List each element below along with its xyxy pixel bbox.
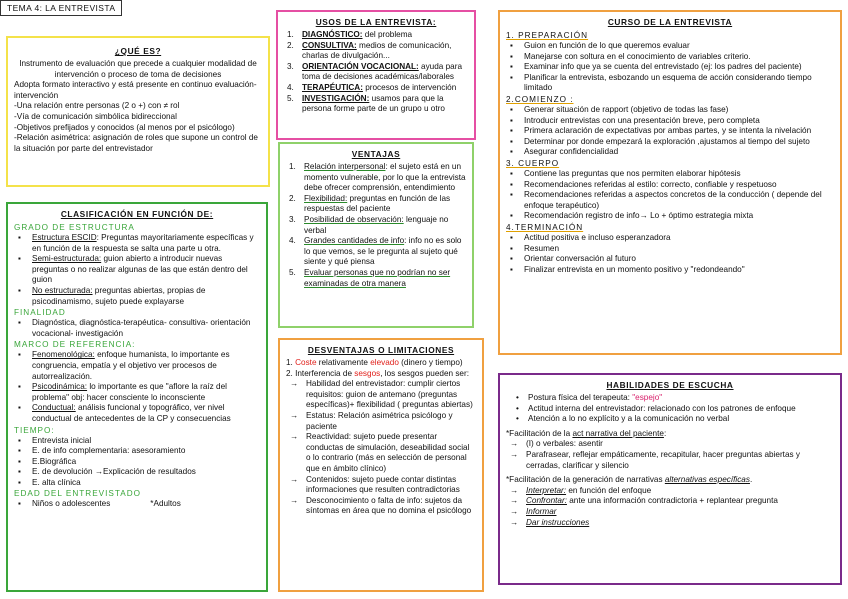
tiempo-list [14,436,260,489]
list-item: ▪ Examinar info que ya se cuenta del entrevistado (ej: los padres del paciente) [506,62,834,73]
list-item: • Atención a lo no explícito y a la comunicación no verbal [506,414,834,425]
section-heading: TIEMPO: [14,425,55,435]
que-es-title: ¿QUÉ ES? [114,46,162,56]
list-item: ▪ Diagnóstica, diagnóstica-terapéutica- consultiva- orientación vocacional- investigación [14,318,260,339]
list-item: 3. ORIENTACIÓN VOCACIONAL: ayuda para toma de decisiones académicas/laborales [287,61,462,82]
list-item: • Postura física del terapeuta: "espejo" [506,393,834,404]
list-item: → Desconocimiento o falta de info: sujetos da síntomas en área que no domina el psicólogo [286,496,476,517]
list-item: ▪ Resumen [506,244,834,255]
list-item: → Informar [506,507,834,518]
list-item: → Habilidad del entrevistador: cumplir ciertos requisitos: guion de antemano (preguntas específicas)+ flexibilidad ( preguntas abiertas) [286,379,476,411]
list-item: → Dar instrucciones [506,518,834,529]
que-es-box [6,36,270,187]
list-item: ▪ Niños o adolescentes *Adultos [14,499,260,510]
clasificacion-box [6,202,268,592]
section-heading: 4.TERMINACIÓN [506,222,584,232]
list-item: 5. INVESTIGACIÓN: usamos para que la persona forme parte de un grupo u otro [287,93,445,114]
list-item: ▪ Primera aclaración de expectativas por ambas partes, y se intenta la nivelación [506,126,834,137]
section-heading: FINALIDAD [14,308,66,318]
list-item: ▪ Asegurar confidencialidad [506,147,834,158]
list-item: 1. Relación interpersonal: el sujeto está en un momento vulnerable, por lo que la entrevista debe ofrecer comprensión, entendimiento [289,162,466,193]
ventajas-list [286,162,466,289]
que-es-line: -Una relación entre personas (2 o +) con ≠ rol [14,101,180,111]
list-item: ▪ Orientar conversación al futuro [506,254,834,265]
section-heading: 3. CUERPO [506,158,560,168]
list-item: ▪ No estructurada: preguntas abiertas, propias de psicodinamismo, sujeto puede explayarse [14,286,260,307]
facilitacion-narrativa: *Facilitación de la act narrativa del paciente: [506,428,667,438]
topic-tag: TEMA 4: LA ENTREVISTA [0,0,122,16]
list-item: ▪ E. alta clínica [14,478,260,489]
list-item: 2. Flexibilidad: preguntas en función de las respuestas del paciente [289,193,451,214]
list-item: 4. Grandes cantidades de info: info no es solo lo que vemos, se le pregunta al sujeto qué siente y qué piensa [289,236,462,267]
terminacion-list [506,233,834,275]
preparacion-list [506,41,834,94]
list-item: ▪ Finalizar entrevista en un momento positivo y "redondeando" [506,265,834,276]
que-es-line: Adopta formato interactivo y está presente en continuo evaluación-intervención [14,80,257,100]
desventaja-coste: 1. Coste relativamente elevado (dinero y tiempo) [286,358,463,367]
list-item: ▪ Semi-estructurada: guion abierto a introducir nuevas preguntas o no realizar algunas de las que están dentro del guion [14,254,260,286]
que-es-line: -Vía de comunicación simbólica bidireccional [14,111,177,121]
list-item: 5. Evaluar personas que no podrían no ser examinadas de otra manera [289,267,451,288]
list-item: ▪ Estructura ESCID: Preguntas mayoritariamente específicas y en función de la respuesta se salta una parte u otra. [14,233,260,254]
section-heading: EDAD DEL ENTREVISTADO [14,489,142,499]
section-heading: GRADO DE ESTRUCTURA [14,223,135,232]
clasificacion-title: CLASIFICACIÓN EN FUNCIÓN DE: [60,209,214,219]
grado-list [14,233,260,307]
list-item: → Interpretar: en función del enfoque [506,486,834,497]
sesgos-list [286,379,476,517]
list-item: ▪ Generar situación de rapport (objetivo de todas las fase) [506,105,834,116]
section-heading: 2.COMIENZO : [506,94,574,104]
list-item: → Confrontar: ante una información contradictoria + replantear pregunta [506,496,834,507]
list-item: ▪ Guion en función de lo que queremos evaluar [506,41,834,52]
desventajas-title: DESVENTAJAS O LIMITACIONES [307,345,455,355]
que-es-line: -Relación asimétrica: asignación de roles que supone un control de la situación por parte del entrevistador [14,133,258,153]
section-heading: 1. PREPARACIÓN [506,31,589,40]
list-item: ▪ Entrevista inicial [14,436,260,447]
list-item: 3. Posibilidad de observación: lenguaje no verbal [289,214,449,235]
marco-list [14,350,260,424]
list-item: ▪ Psicodinámica: lo importante es que "aflore la raíz del problema" obj: hacer consciente lo inconsciente [14,382,260,403]
list-item: → (I) o verbales: asentir [506,439,834,450]
que-es-line: -Objetivos prefijados y conocidos (al menos por el psicólogo) [14,122,235,132]
habilidades-box [498,373,842,585]
list-item: ▪ Recomendaciones referidas a aspectos concretos de la conducción ( depende del enfoque terapéutico) [506,190,834,211]
section-heading: MARCO DE REFERENCIA: [14,340,136,350]
list-item: ▪ Fenomenológica: enfoque humanista, lo importante es congruencia, empatía y el objetivo ver procesos de autorrealización. [14,350,260,382]
list-item: → Reactividad: sujeto puede presentar conductas de simulación, deseabilidad social o lo contrario (más en selección de personal que en ámbito clínico) [286,432,476,474]
que-es-definition: Instrumento de evaluación que precede a cualquier modalidad de intervención o proceso de toma de decisiones [19,59,257,79]
list-item: 1. DIAGNÓSTICO: del problema [287,30,413,39]
curso-box [498,10,842,355]
habilidades-list [506,393,834,425]
curso-title: CURSO DE LA ENTREVISTA [607,17,733,27]
usos-box [276,10,476,140]
facilitacion-alternativas: *Facilitación de la generación de narrativas alternativas específicas. [506,475,753,485]
list-item: ▪ E. de devolución →Explicación de resultados [14,467,260,478]
facilitacion-narrativa-list [506,439,834,471]
list-item: ▪ Actitud positiva e incluso esperanzadora [506,233,834,244]
list-item: ▪ Conductual: análisis funcional y topográfico, ver nivel conductual de antecedentes de la CP y consecuencias [14,403,260,424]
list-item: ▪ Introducir entrevistas con una presentación breve, pero completa [506,116,834,127]
facilitacion-alternativas-list [506,486,834,528]
list-item: → Contenidos: sujeto puede contar distintas informaciones que resulten contradictorias [286,475,476,496]
list-item: ▪ Planificar la entrevista, esbozando un esquema de acción considerando tiempo limitado [506,73,834,94]
list-item: ▪ Contiene las preguntas que nos permiten elaborar hipótesis [506,169,834,180]
list-item: ▪ E. de info complementaria: asesoramiento [14,446,260,457]
list-item: ▪ Recomendaciones referidas al estilo: correcto, confiable y respetuoso [506,180,834,191]
list-item: → Estatus: Relación asimétrica psicólogo y paciente [286,411,476,432]
habilidades-title: HABILIDADES DE ESCUCHA [606,380,734,390]
usos-title: USOS DE LA ENTREVISTA: [315,17,437,27]
list-item: 4. TERAPÉUTICA: procesos de intervención [287,82,457,92]
list-item: ▪ Determinar por donde empezará la exploración ,ajustamos al tiempo del sujeto [506,137,834,148]
ventajas-title: VENTAJAS [351,149,401,159]
list-item: ▪ Recomendación registro de info→ Lo + óptimo estrategia mixta [506,211,834,222]
finalidad-list [14,318,260,339]
list-item: 2. CONSULTIVA: medios de comunicación, charlas de divulgación... [287,40,452,61]
ventajas-box [278,142,474,328]
edad-list [14,499,260,510]
desventajas-box [278,338,484,592]
comienzo-list [506,105,834,158]
desventaja-sesgos: 2. Interferencia de sesgos, los sesgos pueden ser: [286,368,469,378]
list-item: ▪ E.Biográfica [14,457,260,468]
list-item: → Parafrasear, reflejar empáticamente, recapitular, hacer preguntas abiertas y cerradas, clarificar y silencio [506,450,834,471]
usos-list [284,30,468,115]
list-item: • Actitud interna del entrevistador: relacionado con los patrones de enfoque [506,404,834,415]
list-item: ▪ Manejarse con soltura en el conocimiento de variables criterio. [506,52,834,63]
cuerpo-list [506,169,834,222]
